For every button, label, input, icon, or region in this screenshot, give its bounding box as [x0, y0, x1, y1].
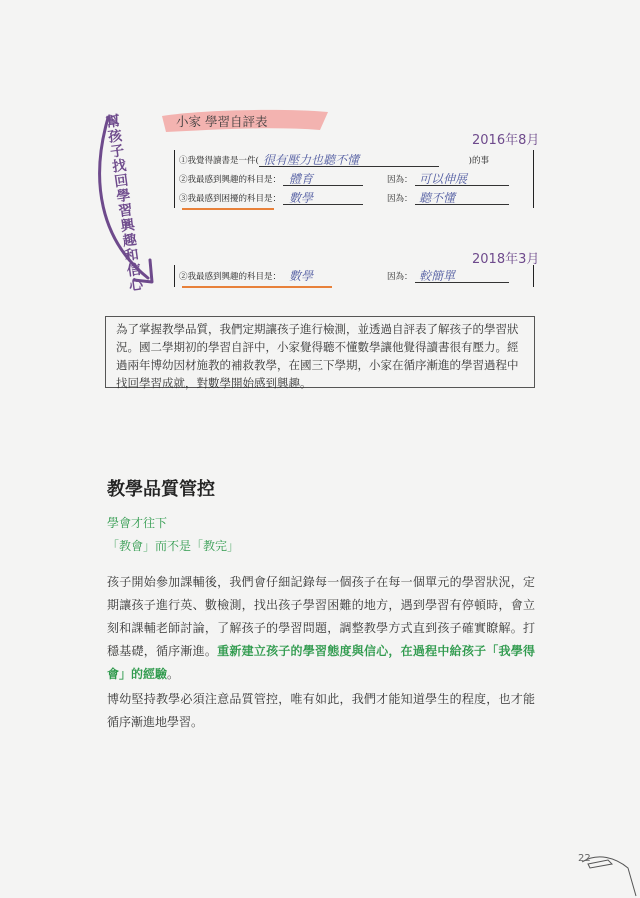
section-title: 教學品質管控 — [107, 479, 215, 500]
page-number: 22 — [578, 853, 591, 864]
because-label: 因為： — [387, 193, 413, 204]
subtitle-1: 學會才往下 — [107, 516, 168, 530]
orange-underline — [182, 208, 274, 210]
paragraph-1-end: 。 — [167, 667, 180, 681]
answer-2: 體育 — [289, 172, 314, 186]
question-3: ③我最感到困擾的科目是： — [179, 193, 282, 204]
answer-line — [283, 185, 363, 186]
question-2: ②我最感到興趣的科目是： — [179, 174, 282, 185]
reason-2: 可以伸展 — [419, 172, 468, 186]
paragraph-1-text: 孩子開始參加課輔後，我們會仔細記錄每一個孩子在每一個單元的學習狀況，定期讓孩子進行英、數檢測，找出孩子學習困難的地方，遇到學習有停頓時，會立刻和課輔老師討論，了解孩子的學習問題，調整教學方式直到孩子確實瞭解。打穩基礎，循序漸進。 — [107, 575, 535, 658]
side-caption: 幫孩子找回學習興趣和信心 — [103, 112, 144, 294]
self-evaluation-form-2018 — [174, 265, 534, 287]
pencil-doodle-icon — [568, 840, 638, 898]
answer-line — [259, 166, 439, 167]
form-row — [179, 169, 529, 188]
because-label: 因為： — [387, 174, 413, 185]
answer-3: 數學 — [289, 191, 314, 205]
answer-1: 很有壓力也聽不懂 — [263, 153, 360, 167]
self-evaluation-form-2016 — [174, 150, 534, 208]
question-2: ②我最感到興趣的科目是： — [179, 271, 282, 282]
question-1: ①我覺得讀書是一件( — [179, 155, 259, 166]
answer-2: 數學 — [289, 269, 314, 283]
paragraph-1 — [107, 571, 535, 686]
form-row — [179, 266, 529, 285]
paragraph-1-highlight: 重新建立孩子的學習態度與信心，在過程中給孩子「我學得會」的經驗 — [107, 644, 535, 681]
question-1-suffix: )的事 — [468, 155, 489, 166]
date-2016: 2016年8月 — [472, 133, 540, 148]
answer-line — [415, 282, 509, 283]
paragraph-2: 博幼堅持教學必須注意品質管控，唯有如此，我們才能知道學生的程度，也才能循序漸進地學習。 — [107, 692, 535, 729]
reason-3: 聽不懂 — [419, 191, 456, 205]
date-2018: 2018年3月 — [472, 252, 540, 267]
form-row — [179, 188, 529, 207]
answer-line — [415, 204, 509, 205]
orange-underline — [182, 286, 332, 288]
reason-2: 較簡單 — [419, 269, 456, 283]
form-row — [179, 150, 529, 169]
subtitle-2: 「教會」而不是「教完」 — [107, 539, 240, 553]
caption-box: 為了掌握教學品質，我們定期讓孩子進行檢測，並透過自評表了解孩子的學習狀況。國二學期初的學習自評中，小家覺得聽不懂數學讓他覺得讀書很有壓力。經過兩年博幼因材施教的補救教學，在國三下學期，小家在循序漸進的學習過程中找回學習成就，對數學開始感到興趣。 — [105, 316, 535, 388]
answer-line — [283, 204, 363, 205]
because-label: 因為： — [387, 271, 413, 282]
form-label: 小家 學習自評表 — [176, 114, 268, 129]
answer-line — [415, 185, 509, 186]
